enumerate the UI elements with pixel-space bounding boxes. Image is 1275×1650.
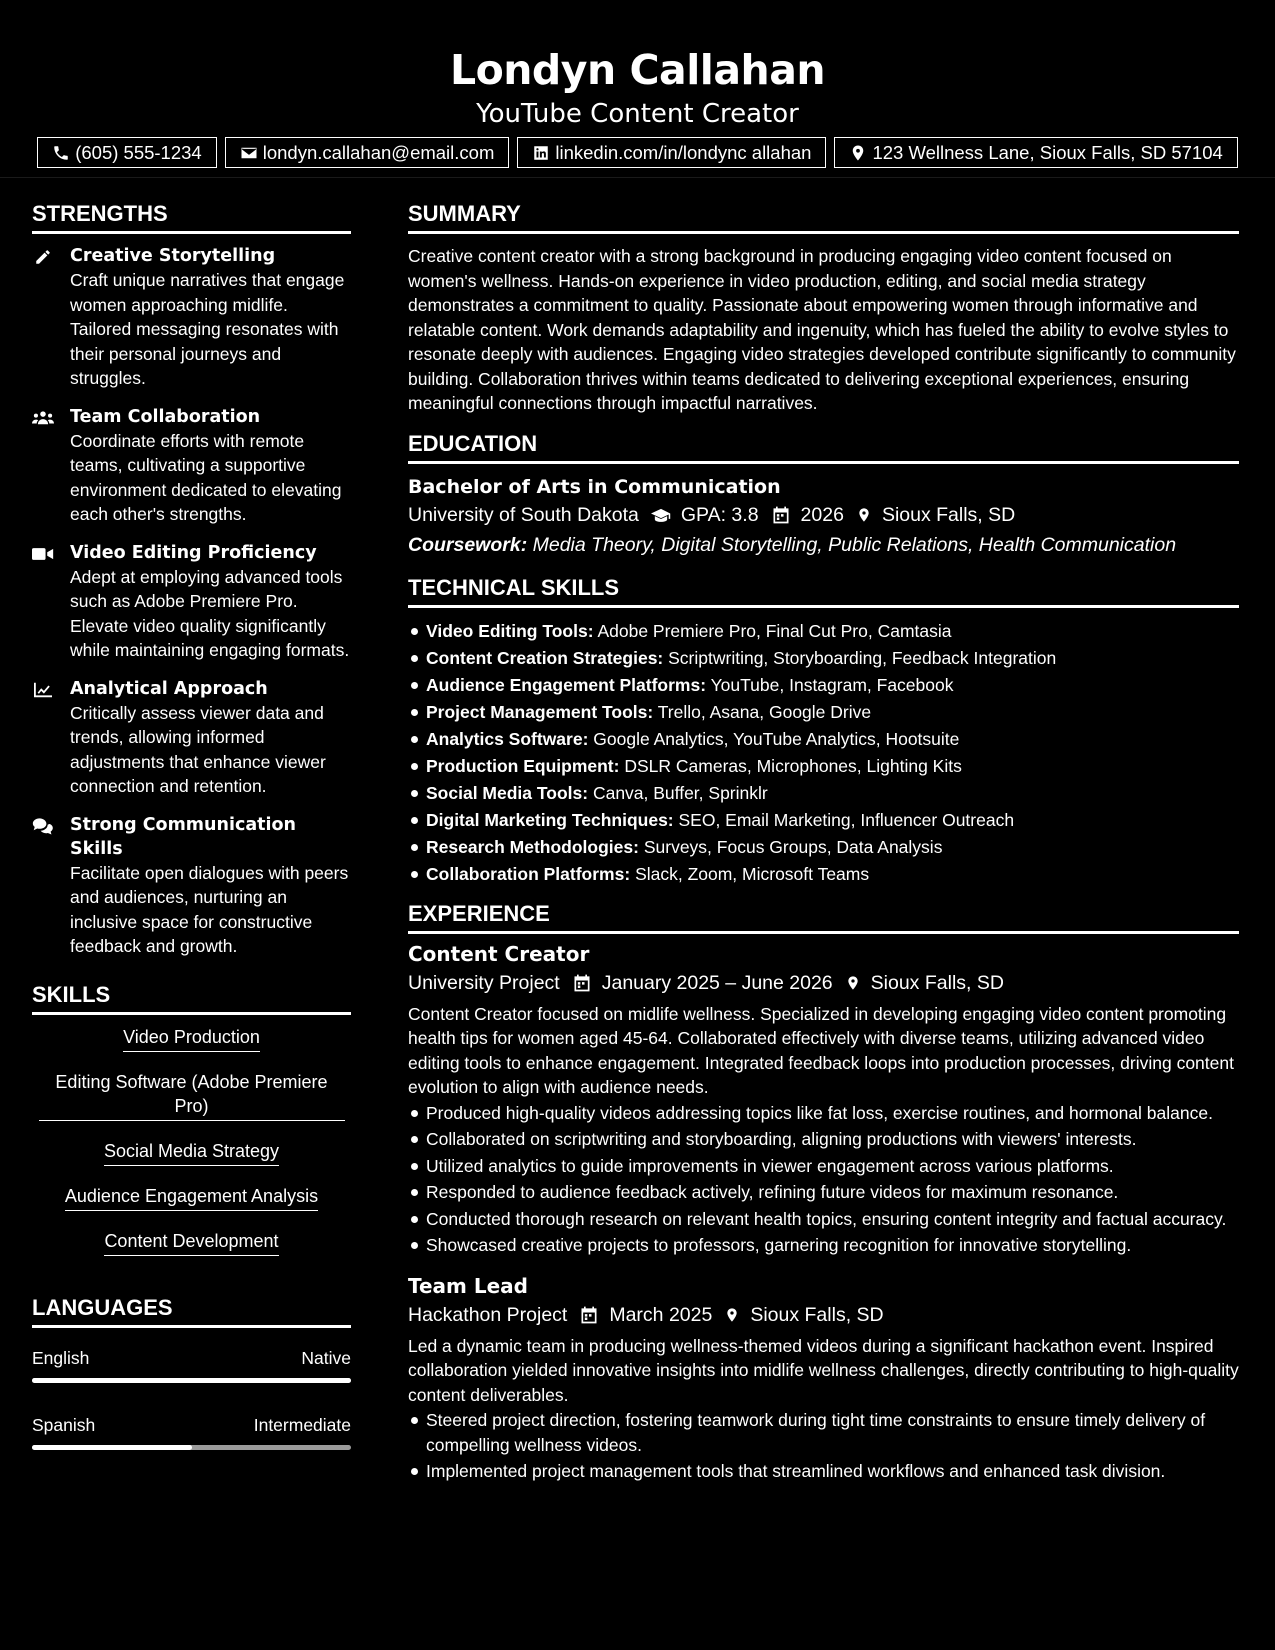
phone-icon	[52, 144, 70, 162]
list-item: Production Equipment: DSLR Cameras, Microphones, Lighting Kits	[408, 753, 1239, 780]
skill-tag: Content Development	[32, 1229, 351, 1256]
list-item: Utilized analytics to guide improvements in viewer engagement across various platforms.	[408, 1154, 1239, 1179]
contact-text: 123 Wellness Lane, Sioux Falls, SD 57104	[872, 141, 1223, 163]
list-item: Steered project direction, fostering teamwork during tight time constraints to ensure timely delivery of compelling wellness videos.	[408, 1408, 1239, 1457]
skills-heading: SKILLS	[32, 981, 351, 1015]
list-item: Showcased creative projects to professors, garnering recognition for innovative storytelling.	[408, 1233, 1239, 1258]
language-name: English	[32, 1347, 90, 1368]
calendar-icon	[771, 505, 791, 525]
strength-title: Analytical Approach	[70, 678, 268, 699]
map-pin-icon	[856, 505, 872, 525]
job-description: Led a dynamic team in producing wellness-themed videos during a significant hackathon event. Inspired collaboration yielded innovative insights into midlife wellness challenges, directly contributing to high-quality content deliverables.	[408, 1335, 1239, 1405]
list-item: Content Creation Strategies: Scriptwriting, Storyboarding, Feedback Integration	[408, 645, 1239, 672]
strength-item	[32, 677, 351, 799]
list-item: Social Media Tools: Canva, Buffer, Sprinklr	[408, 780, 1239, 807]
coursework	[408, 530, 1239, 560]
graduation-year: 2026	[800, 503, 844, 526]
languages-heading: LANGUAGES	[32, 1294, 351, 1328]
calendar-icon	[579, 1305, 599, 1325]
technical-skills-list	[408, 618, 1239, 888]
list-item: Analytics Software: Google Analytics, YouTube Analytics, Hootsuite	[408, 726, 1239, 753]
job-bullets	[408, 1408, 1239, 1484]
resume-header	[0, 0, 1275, 178]
proficiency-fill	[32, 1378, 351, 1383]
summary-heading: SUMMARY	[408, 200, 1239, 234]
school-name: University of South Dakota	[408, 503, 639, 526]
job-dates: January 2025 – June 2026	[601, 971, 833, 994]
strengths-heading: STRENGTHS	[32, 200, 351, 234]
map-pin-icon	[724, 1305, 740, 1325]
strength-desc: Facilitate open dialogues with peers and audiences, nurturing an inclusive space for constructive feedback and growth.	[70, 862, 349, 956]
language-level: Intermediate	[253, 1414, 351, 1435]
proficiency-bar	[32, 1445, 351, 1450]
line-chart-icon	[32, 681, 54, 699]
proficiency-fill	[32, 1445, 192, 1450]
strength-desc: Coordinate efforts with remote teams, cultivating a supportive environment dedicated to elevating each other's strengths.	[70, 430, 342, 524]
contact-phone[interactable]	[37, 137, 217, 168]
right-column	[408, 200, 1239, 1498]
list-item: Collaboration Platforms: Slack, Zoom, Microsoft Teams	[408, 861, 1239, 888]
job-org: University Project	[408, 971, 560, 994]
strength-desc: Craft unique narratives that engage women approaching midlife. Tailored messaging resonates with their personal journeys and struggles.	[70, 270, 345, 388]
contact-text: linkedin.com/in/londync allahan	[555, 141, 812, 163]
education-heading: EDUCATION	[408, 430, 1239, 464]
summary-text: Creative content creator with a strong background in producing engaging video content focused on women's wellness. Hands-on experience in video production, editing, and social media strategy demonstrates a commitment to quality. Passionate about empowering women through informative and relatable content. Work demands adaptability and ingenuity, which has fueled the ability to evolve styles to resonate deeply with audiences. Engaging video strategies developed contribute significantly to community building. Collaboration thrives within teams dedicated to delivering exceptional experiences, ensuring meaningful connections through impactful narratives.	[408, 246, 1236, 413]
strength-item	[32, 405, 351, 527]
skill-tag: Audience Engagement Analysis	[32, 1184, 351, 1211]
strength-desc: Critically assess viewer data and trends, allowing informed adjustments that enhance viewer connection and retention.	[70, 702, 326, 796]
strength-title: Video Editing Proficiency	[70, 542, 317, 563]
job-entry	[408, 1272, 1239, 1484]
video-camera-icon	[32, 545, 54, 563]
contact-text: londyn.callahan@email.com	[262, 141, 495, 163]
job-location: Sioux Falls, SD	[870, 971, 1004, 994]
list-item: Implemented project management tools that streamlined workflows and enhanced task division.	[408, 1459, 1239, 1484]
contact-linkedin[interactable]	[517, 137, 826, 168]
job-role: Content Creator	[408, 941, 590, 966]
skills-list	[32, 1025, 351, 1256]
list-item: Audience Engagement Platforms: YouTube, Instagram, Facebook	[408, 672, 1239, 699]
proficiency-bar	[32, 1378, 351, 1383]
education-meta	[408, 500, 1239, 530]
candidate-name: Londyn Callahan	[449, 46, 826, 94]
job-dates: March 2025	[609, 1303, 713, 1326]
chat-bubbles-icon	[32, 817, 54, 835]
list-item: Collaborated on scriptwriting and storyboarding, aligning productions with viewers' interests.	[408, 1127, 1239, 1152]
list-item: Produced high-quality videos addressing topics like fat loss, exercise routines, and hormonal balance.	[408, 1101, 1239, 1126]
strength-desc: Adept at employing advanced tools such as Adobe Premiere Pro. Elevate video quality significantly while maintaining engaging formats.	[70, 566, 350, 660]
language-item	[32, 1413, 351, 1450]
language-level: Native	[301, 1347, 351, 1368]
job-entry	[408, 940, 1239, 1258]
job-title: YouTube Content Creator	[476, 99, 799, 129]
list-item: Digital Marketing Techniques: SEO, Email Marketing, Influencer Outreach	[408, 807, 1239, 834]
education-location: Sioux Falls, SD	[881, 503, 1016, 526]
list-item: Responded to audience feedback actively, refining future videos for maximum resonance.	[408, 1180, 1239, 1205]
contact-text: (605) 555-1234	[75, 141, 202, 163]
skill-tag: Video Production	[32, 1025, 351, 1052]
coursework-list: Media Theory, Digital Storytelling, Public Relations, Health Communication	[532, 533, 1177, 556]
skill-tag: Editing Software (Adobe Premiere Pro)	[32, 1070, 351, 1121]
job-org: Hackathon Project	[408, 1303, 568, 1326]
strength-item	[32, 541, 351, 663]
strength-title: Creative Storytelling	[70, 246, 276, 266]
contact-email[interactable]	[225, 137, 510, 168]
skill-tag: Social Media Strategy	[32, 1139, 351, 1166]
list-item: Research Methodologies: Surveys, Focus Groups, Data Analysis	[408, 834, 1239, 861]
contact-bar	[0, 137, 1275, 168]
gpa: GPA: 3.8	[680, 503, 759, 526]
map-pin-icon	[845, 973, 861, 993]
job-role: Team Lead	[408, 1273, 528, 1298]
list-item: Video Editing Tools: Adobe Premiere Pro, Final Cut Pro, Camtasia	[408, 618, 1239, 645]
job-meta	[408, 1300, 1239, 1330]
experience-heading: EXPERIENCE	[408, 900, 1239, 934]
job-description: Content Creator focused on midlife wellness. Specialized in developing engaging video content promoting health tips for women aged 45-64. Collaborated effectively with diverse teams, utilizing advanced video editing tools to enhance engagement. Integrated feedback loops into production processes, driving content evolution to align with audience needs.	[408, 1003, 1234, 1097]
strength-item	[32, 813, 351, 959]
pencil-icon	[32, 248, 54, 266]
list-item: Project Management Tools: Trello, Asana, Google Drive	[408, 699, 1239, 726]
calendar-icon	[572, 973, 592, 993]
degree: Bachelor of Arts in Communication	[408, 475, 781, 498]
users-icon	[32, 409, 54, 427]
contact-address[interactable]	[834, 137, 1237, 168]
language-item	[32, 1346, 351, 1383]
job-meta	[408, 968, 1239, 998]
job-bullets	[408, 1101, 1239, 1258]
left-column	[32, 200, 351, 1480]
linkedin-icon	[532, 144, 550, 162]
job-location: Sioux Falls, SD	[750, 1303, 884, 1326]
envelope-icon	[240, 144, 258, 162]
coursework-label: Coursework:	[408, 533, 528, 556]
language-name: Spanish	[32, 1414, 96, 1435]
graduation-cap-icon	[651, 505, 671, 525]
strength-item	[32, 244, 351, 391]
technical-skills-heading: TECHNICAL SKILLS	[408, 574, 1239, 608]
list-item: Conducted thorough research on relevant health topics, ensuring content integrity and factual accuracy.	[408, 1207, 1239, 1232]
strength-title: Strong Communication Skills	[70, 814, 296, 859]
strength-title: Team Collaboration	[70, 406, 261, 427]
map-pin-icon	[849, 144, 867, 162]
